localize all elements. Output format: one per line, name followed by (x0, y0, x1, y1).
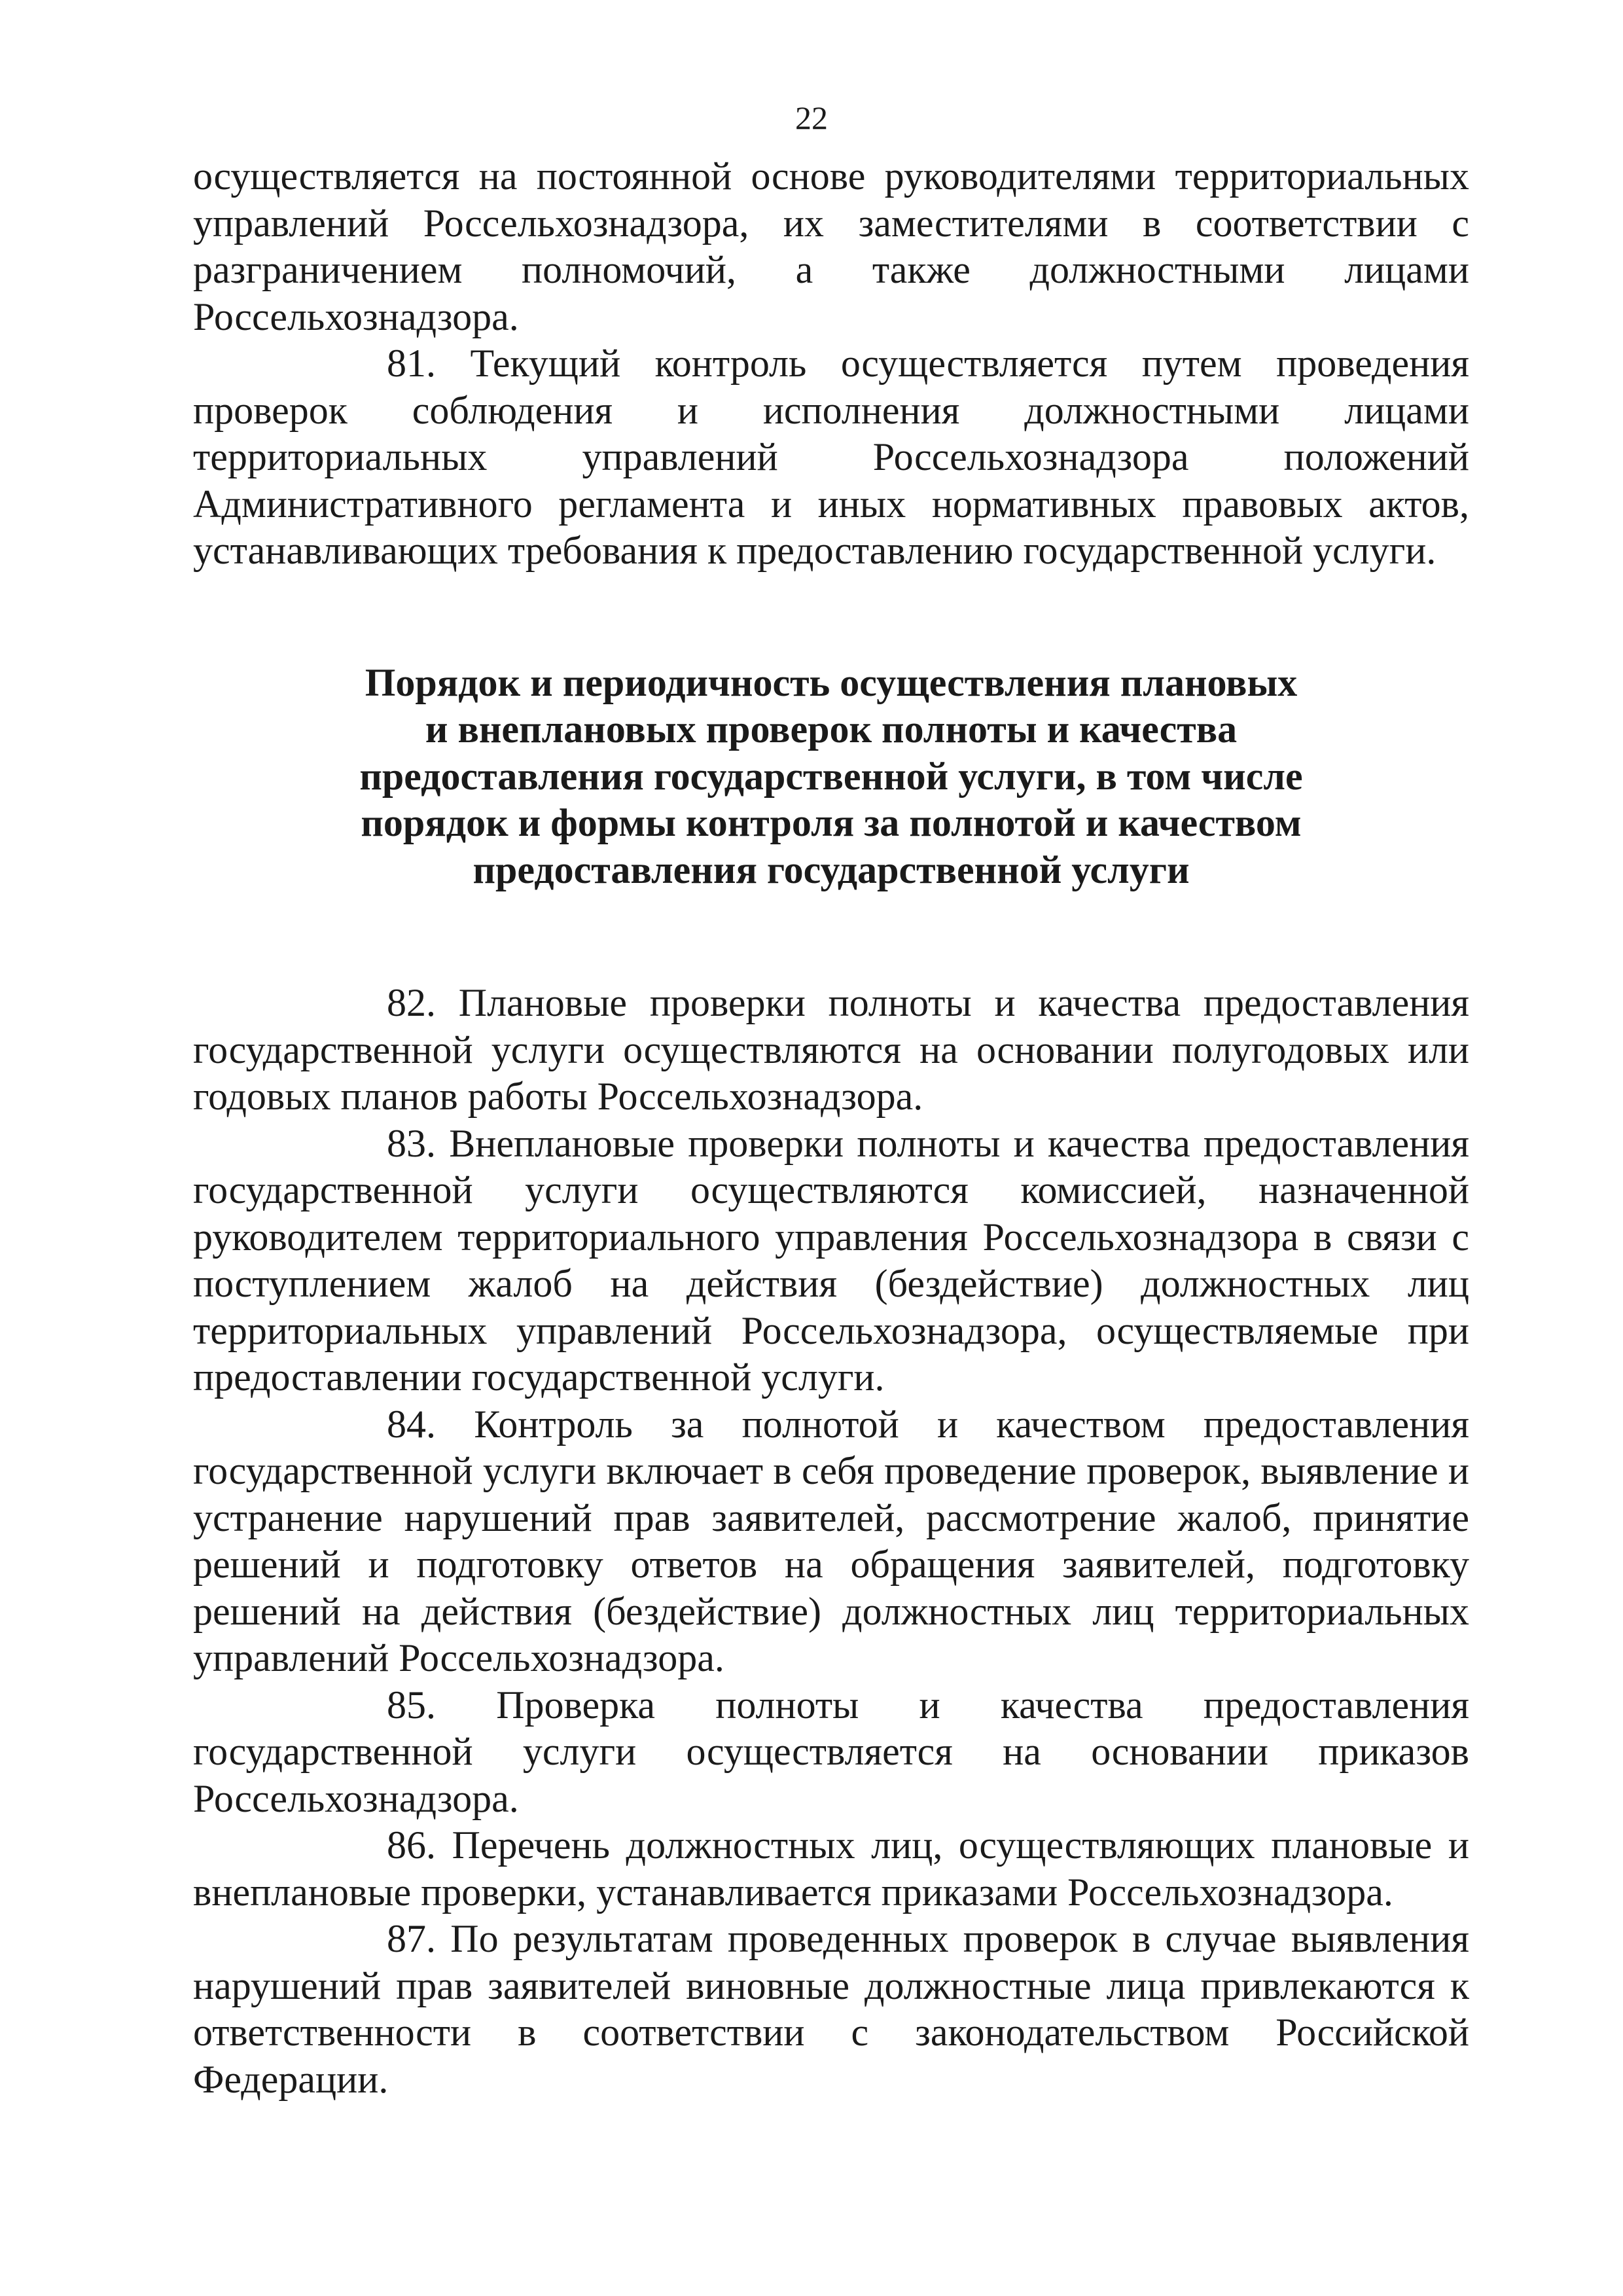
paragraph-number: 83. (387, 1121, 436, 1165)
paragraph-text: Внеплановые проверки полноты и качества предоставления государственной услуги осуществляются комиссией, назначенной руководителем территориального управления Россельхознадзора в связи с поступлением жалоб на действия (бездействие) должностных лиц территориальных управлений Россельхознадзора, осуществляемые при предоставлении государственной услуги. (193, 1121, 1470, 1399)
paragraph-number: 86. (387, 1823, 436, 1867)
paragraph-text: Плановые проверки полноты и качества предоставления государственной услуги осуществляются на основании полугодовых или годовых планов работы Россельхознадзора. (193, 981, 1470, 1118)
paragraph-81 (193, 340, 1469, 575)
paragraph-text: Перечень должностных лиц, осуществляющих плановые и внеплановые проверки, устанавливается приказами Россельхознадзора. (193, 1823, 1469, 1914)
paragraph-text: Текущий контроль осуществляется путем проведения проверок соблюдения и исполнения должностными лицами территориальных управлений Россельхознадзора положений Административного регламента и иных нормативных правовых актов, устанавливающих требования к предоставлению государственной услуги. (193, 342, 1470, 572)
lead-paragraph: осуществляется на постоянной основе руководителями территориальных управлений Россельхознадзора, их заместителями в соответствии с разграничением полномочий, а также должностными лицами Россельхознадзора. (193, 154, 1469, 338)
paragraph-85 (193, 1682, 1469, 1823)
paragraph-text: По результатам проведенных проверок в случае выявления нарушений прав заявителей виновные должностные лица привлекаются к ответственности в соответствии с законодательством Российской Федерации. (193, 1917, 1469, 2101)
paragraph-number: 81. (387, 342, 436, 385)
paragraph-87 (193, 1916, 1469, 2103)
paragraph-86 (193, 1822, 1469, 1916)
section-heading (193, 660, 1469, 894)
paragraph-number: 82. (387, 981, 436, 1024)
paragraph-number: 87. (387, 1917, 436, 1960)
document-body (193, 153, 1469, 2103)
heading-line: предоставления государственной услуги (473, 848, 1190, 891)
paragraph-number: 85. (387, 1683, 436, 1727)
paragraph-number: 84. (387, 1402, 436, 1446)
paragraph-83 (193, 1121, 1469, 1401)
heading-line: Порядок и периодичность осуществления плановых (365, 660, 1298, 704)
heading-line: порядок и формы контроля за полнотой и качеством (361, 801, 1302, 844)
paragraph-text: Контроль за полнотой и качеством предоставления государственной услуги включает в себя проведение проверок, выявление и устранение нарушений прав заявителей, рассмотрение жалоб, принятие решений и подготовку ответов на обращения заявителей, подготовку решений на действия (бездействие) должностных лиц территориальных управлений Россельхознадзора. (193, 1402, 1470, 1679)
paragraph-84 (193, 1401, 1469, 1682)
heading-line: и внеплановых проверок полноты и качества (425, 708, 1238, 751)
paragraph-text: Проверка полноты и качества предоставления государственной услуги осуществляется на основании приказов Россельхознадзора. (193, 1683, 1469, 1820)
page-number: 22 (795, 99, 828, 136)
heading-line: предоставления государственной услуги, в том числе (359, 754, 1303, 798)
paragraph-82 (193, 980, 1469, 1121)
